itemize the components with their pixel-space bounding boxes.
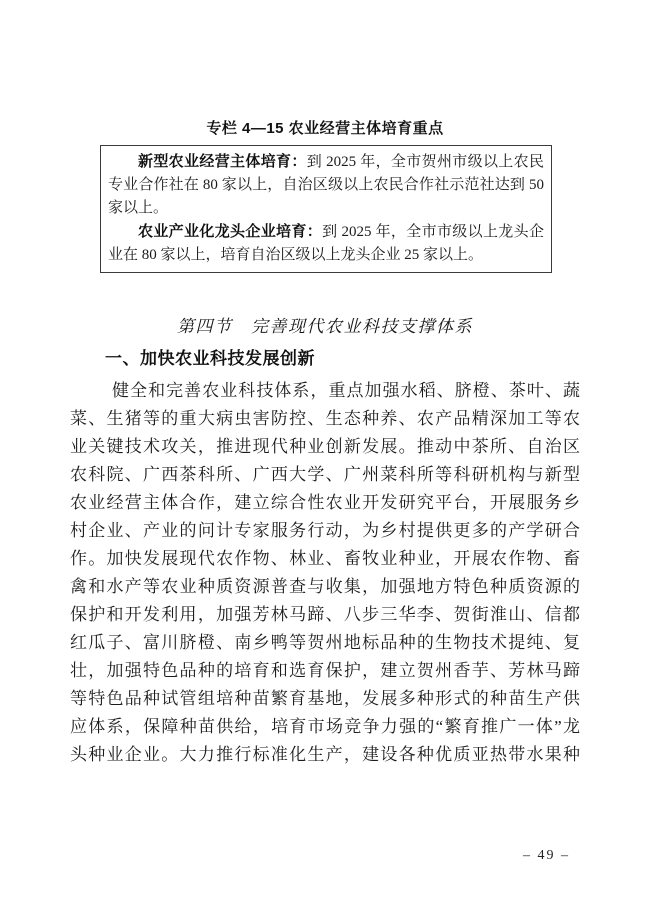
paragraph-line: 保护和开发利用，加强芳林马蹄、八步三华李、贺街淮山、信都 [70,605,580,624]
callout-title: 专栏 4—15 农业经营主体培育重点 [206,120,444,137]
page-number: – 49 – [523,848,570,863]
section-heading: 第四节 完善现代农业科技支撑体系 [177,317,473,336]
body-paragraph [70,377,580,769]
subsection-heading: 一、加快农业科技发展创新 [105,349,315,368]
callout-item-lead: 新型农业经营主体培育： [138,153,307,170]
paragraph-line: 禽和水产等农业种质资源普查与收集，加强地方特色种质资源的 [70,577,580,596]
callout-item [108,220,544,267]
paragraph-line: 壮，加强特色品种的培育和选育保护，建立贺州香芋、芳林马蹄 [70,661,580,680]
callout-box [100,145,552,273]
callout-item-lead: 农业产业化龙头企业培育： [138,223,323,240]
paragraph-line: 应体系，保障种苗供给，培育市场竞争力强的“繁育推广一体”龙 [70,717,580,736]
paragraph-line: 健全和完善农业科技体系，重点加强水稻、脐橙、茶叶、蔬 [112,381,580,400]
paragraph-line: 头种业企业。大力推行标准化生产，建设各种优质亚热带水果种 [70,745,580,764]
callout-item-text: 到 2025 年，全市市级以上龙头企业在 80 家以上，培育自治区级以上龙头企业 25 家以上。 [108,224,544,263]
callout-item-text: 到 2025 年，全市贺州市级以上农民专业合作社在 80 家以上，自治区级以上农民合作社示范社达到 50 家以上。 [108,154,544,216]
paragraph-line: 红瓜子、富川脐橙、南乡鸭等贺州地标品种的生物技术提纯、复 [70,633,580,652]
paragraph-line: 村企业、产业的问计专家服务行动，为乡村提供更多的产学研合 [70,521,580,540]
paragraph-line: 农科院、广西茶科所、广西大学、广州菜科所等科研机构与新型 [70,465,580,484]
paragraph-line: 农业经营主体合作，建立综合性农业开发研究平台，开展服务乡 [70,493,580,512]
callout-item [108,150,544,220]
paragraph-line: 作。加快发展现代农作物、林业、畜牧业种业，开展农作物、畜 [70,549,580,568]
paragraph-line: 菜、生猪等的重大病虫害防控、生态种养、农产品精深加工等农 [70,409,580,428]
paragraph-line: 等特色品种试管组培种苗繁育基地，发展多种形式的种苗生产供 [70,689,580,708]
paragraph-line: 业关键技术攻关，推进现代种业创新发展。推动中茶所、自治区 [70,437,580,456]
